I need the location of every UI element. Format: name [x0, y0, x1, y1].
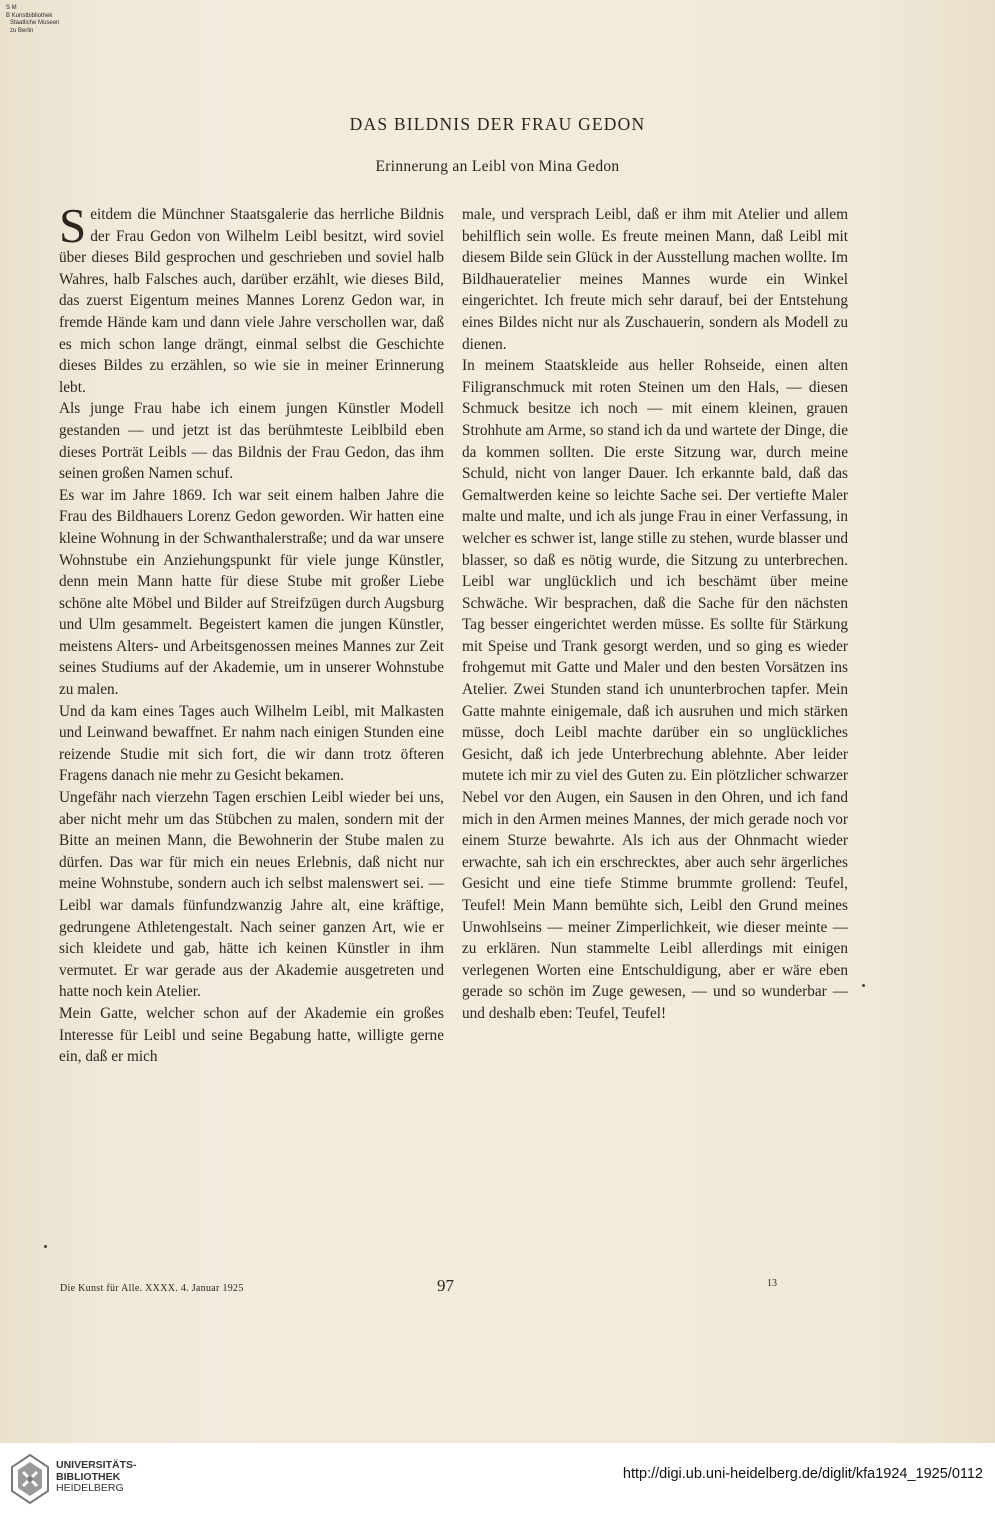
paragraph: Es war im Jahre 1869. Ich war seit einem halben Jahre die Frau des Bildhauers Lorenz Gedon geworden. Wir hatten eine kleine Wohnung in der Schwanthalerstraße; und da war unsere Wohnstube ein Anziehungspunkt für viele junge Künstler, denn mein Mann hatte für diese Stube mit großer Liebe schöne alte Möbel und Bilder auf Streifzügen durch Augsburg und Ulm gesammelt. Begeistert kamen die jungen Künstler, meistens Alters- und Arbeitsgenossen meines Mannes zur Zeit seines Studiums auf der Akademie, um in unserer Wohnstube zu malen.	[59, 486, 444, 699]
journal-citation: Die Kunst für Alle. XXXX. 4. Januar 1925	[60, 1283, 244, 1294]
page-number: 97	[437, 1276, 454, 1295]
library-name-line: BIBLIOTHEK	[56, 1470, 121, 1483]
library-name-line: HEIDELBERG	[56, 1482, 124, 1494]
paragraph: male, und versprach Leibl, daß er ihm mit Atelier und allem behilflich sein wolle. Es freute meinen Mann, daß Leibl mit diesem Bilde sein Glück in der Ausstellung machen wollte. Im Bildhaueratelier meines Mannes wurde ein Winkel eingerichtet. Ich freute mich sehr darauf, bei der Entstehung eines Bildes nicht nur als Zuschauerin, sondern als Modell zu dienen.	[462, 206, 848, 353]
article-subtitle: Erinnerung an Leibl von Mina Gedon	[375, 158, 620, 175]
library-name	[56, 1460, 137, 1495]
paragraph: Und da kam eines Tages auch Wilhelm Leibl, mit Malkasten und Leinwand bewaffnet. Er nahm nach einigen Stunden eine reizende Studie mit sich fort, die wir dann trotz öfteren Fragens danach nie mehr zu Gesicht bekamen.	[59, 702, 444, 785]
paragraph: Ungefähr nach vierzehn Tagen erschien Leibl wieder bei uns, aber nicht mehr um das Stübchen zu malen, sondern mit der Bitte an meinen Mann, die Bewohnerin der Stube malen zu dürfen. Das war für mich ein neues Erlebnis, daß nicht nur meine Wohnstube, sondern auch ich selbst malenswert sei. — Leibl war damals fünfundzwanzig Jahre alt, eine kräftige, gedrungene Athletengestalt. Nach seiner ganzen Art, wie er sich kleidete und gab, hätte ich keinen Künstler in ihm vermutet. Er war gerade aus der Akademie ausgetreten und hatte noch kein Atelier.	[59, 789, 444, 1001]
margin-speck	[862, 984, 865, 987]
printer-signature: 13	[767, 1278, 777, 1289]
stamp-line: B Kunstbibliothek	[6, 12, 53, 19]
paragraph: Mein Gatte, welcher schon auf der Akademie ein großes Interesse für Leibl und seine Begabung hatte, willigte gerne ein, daß er mich	[59, 1004, 444, 1066]
paragraph-text: eitdem die Münchner Staatsgalerie das herrliche Bildnis der Frau Gedon von Wilhelm Leibl besitzt, wird soviel über dieses Bild gesprochen und geschrieben und soviel halb Wahres, halb Falsches auch, darüber erzählt, wie dieses Bild, das zuerst Eigentum meines Mannes Lorenz Gedon war, in fremde Hände kam und dann viele Jahre verschollen war, daß es mich schon lange drängt, einmal selbst die Geschichte dieses Bildes zu erzählen, so wie sie in meiner Erinnerung lebt.	[59, 206, 444, 396]
paragraph	[59, 198, 444, 398]
library-stamp	[6, 5, 76, 35]
paragraph: In meinem Staatskleide aus heller Rohseide, einen alten Filigranschmuck mit roten Steinen um den Hals, — diesen Schmuck besitze ich noch — mit einem kleinen, grauen Strohhute am Arme, so stand ich da und wartete der Dinge, die da kommen sollten. Die erste Sitzung war, durch meine Schuld, nicht von langer Dauer. Ich erkannte bald, daß das Gemaltwerden keine so leichte Sache sei. Der vertiefte Maler malte und malte, und ich als junge Frau in einer Verfassung, in welcher es schwer ist, lange stille zu stehen, wurde blasser und blasser, so daß es nötig wurde, die Sitzung zu unterbrechen. Leibl war unglücklich und ich beschämt über meine Schwäche. Wir besprachen, daß die Sache für den nächsten Tag besser eingerichtet werden müsse. Es sollte für Stärkung mit Speise und Trank gesorgt werden, und so ging es wieder frohgemut mit Gatte und Maler und den besten Vorsätzen ins Atelier. Zwei Stunden stand ich ununterbrochen tapfer. Mein Gatte mahnte einigemale, daß ich ausruhen und mich stärken müsse, doch Leibl machte darüber ein so unglückliches Gesicht, daß ich jede Unterbrechung ablehnte. Aber leider mutete ich mir zu viel des Guten zu. Ein plötzlicher schwarzer Nebel vor den Augen, ein Sausen in den Ohren, und ich fand mich in den Armen meines Mannes, der mich gerade noch vor einem Sturze bewahrte. Als ich aus der Ohnmacht wieder erwachte, sah ich ein erschrecktes, aber auch sehr ärgerliches Gesicht und eine tiefe Stimme brummte grollend: Teufel, Teufel! Mein Mann bemühte sich, Leibl den Grund meines Unwohlseins — meiner Zimperlichkeit, wie dieser meinte — zu erklären. Nun stammelte Leibl allerdings mit einigen verlegenen Worten eine Entschuldigung, aber er wäre eben gerade so schön im Zuge gewesen, — und so wunderbar — und deshalb eben: Teufel, Teufel!	[462, 357, 848, 1022]
stamp-line: Staatliche Museen	[10, 20, 60, 26]
library-name-line: UNIVERSITÄTS-	[56, 1459, 137, 1471]
text-column-right	[462, 204, 848, 1025]
article-title: DAS BILDNIS DER FRAU GEDON	[349, 114, 646, 134]
stamp-line: zu Berlin	[10, 27, 34, 34]
drop-cap: S	[59, 198, 87, 253]
university-library-logo-icon	[10, 1453, 50, 1505]
source-url-link[interactable]: http://digi.ub.uni-heidelberg.de/diglit/kfa1924_1925/0112	[622, 1466, 983, 1482]
paragraph: Als junge Frau habe ich einem jungen Künstler Modell gestanden — und jetzt ist das berühmteste Leiblbild eben dieses Porträt Leibls — das Bildnis der Frau Gedon, das ihm seinen großen Namen schuf.	[59, 400, 444, 483]
margin-speck	[44, 1245, 47, 1248]
text-column-left	[59, 198, 444, 1068]
stamp-line: S M	[6, 5, 17, 11]
